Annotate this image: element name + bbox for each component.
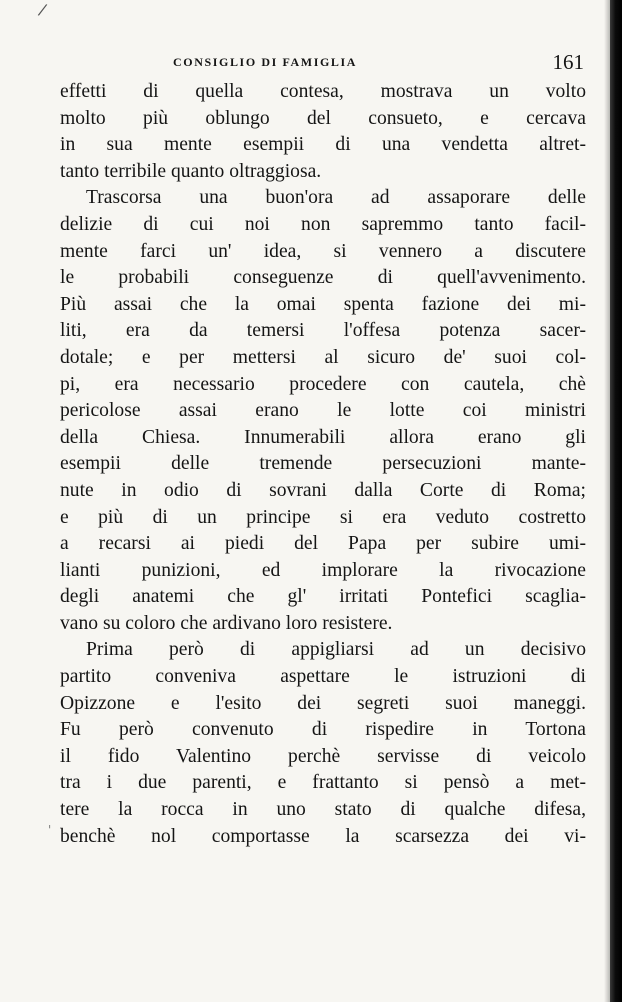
text-line: e più di un principe si era veduto costretto [60,506,586,528]
text-line: il fido Valentino perchè servisse di veicolo [60,745,586,767]
left-margin-mark: ' [48,823,52,837]
text-line: Più assai che la omai spenta fazione dei mi- [60,293,586,315]
page-header [60,50,584,77]
paragraph-start-line: Trascorsa una buon'ora ad assaporare delle [86,187,586,209]
page-number: 161 [552,50,584,74]
top-margin-mark: / [36,0,49,20]
text-line: mente farci un' idea, si vennero a discutere [60,240,586,262]
text-line: a recarsi ai piedi del Papa per subire umi- [60,533,586,555]
text-line: vano su coloro che ardivano loro resistere. [60,612,393,634]
running-head: CONSIGLIO DI FAMIGLIA [173,55,358,69]
text-line: benchè nol comportasse la scarsezza dei vi- [60,825,586,847]
text-line: tra i due parenti, e frattanto si pensò a met- [60,772,586,794]
text-line: dotale; e per mettersi al sicuro de' suoi col- [60,346,586,368]
text-line: liti, era da temersi l'offesa potenza sacer- [60,320,586,342]
text-line: nute in odio di sovrani dalla Corte di Roma; [60,479,586,501]
paragraph-start-line: Prima però di appigliarsi ad un decisivo [86,639,586,661]
text-line: pi, era necessario procedere con cautela, chè [60,373,586,395]
text-line: pericolose assai erano le lotte coi ministri [60,400,586,422]
body-text [60,79,586,850]
text-line: Fu però convenuto di rispedire in Tortona [60,719,586,741]
text-line: le probabili conseguenze di quell'avvenimento. [60,267,586,289]
text-line: degli anatemi che gl' irritati Pontefici scaglia- [60,586,586,608]
text-line: molto più oblungo del consueto, e cercava [60,107,586,129]
text-line: Opizzone e l'esito dei segreti suoi maneggi. [60,692,586,714]
text-line: effetti di quella contesa, mostrava un volto [60,81,586,102]
text-line: della Chiesa. Innumerabili allora erano gli [60,426,586,448]
page-edge [610,0,622,1002]
text-line: esempii delle tremende persecuzioni mante- [60,453,586,475]
text-line: partito conveniva aspettare le istruzioni di [60,666,586,688]
text-line: in sua mente esempii di una vendetta altret- [60,134,586,156]
text-line: delizie di cui noi non sapremmo tanto facil- [60,213,586,235]
text-line: lianti punizioni, ed implorare la rivocazione [60,559,586,581]
text-line: tere la rocca in uno stato di qualche difesa, [60,799,586,821]
text-line: tanto terribile quanto oltraggiosa. [60,160,322,182]
